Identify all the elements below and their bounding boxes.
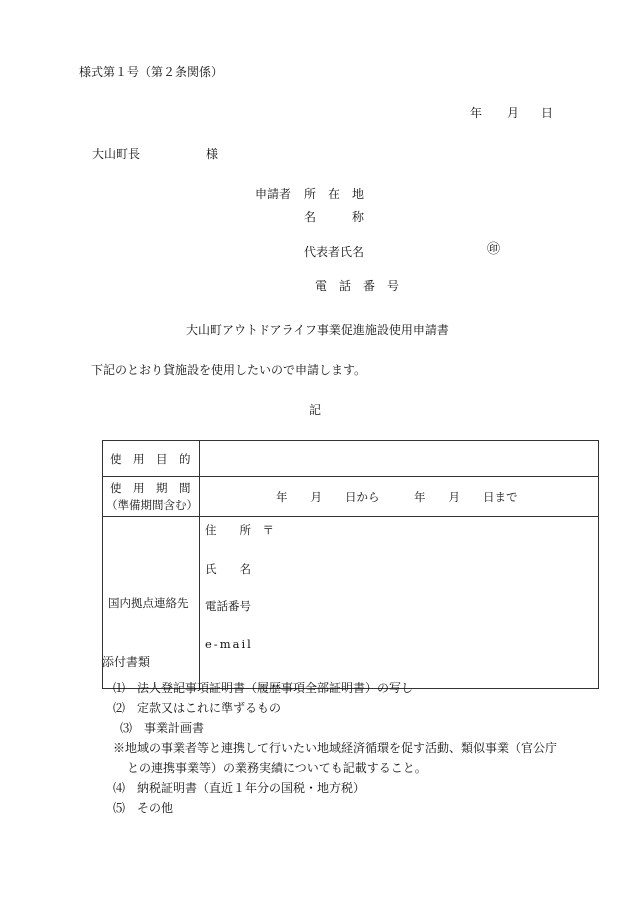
attachment-item-3: ⑶ 事業計画書 [120, 721, 205, 735]
date-year: 年 [470, 106, 483, 120]
period-value[interactable]: 年 月 日から 年 月 日まで [200, 477, 599, 517]
attachment-item-4: ⑷ 納税証明書（直近１年分の国税・地方税） [113, 781, 366, 795]
applicant-rep-label: 代表者氏名 [304, 245, 365, 259]
attachment-item-5: ⑸ その他 [113, 801, 174, 815]
period-label-2: （準備期間含む） [106, 497, 198, 512]
contact-email: e‐mail [205, 637, 253, 651]
application-table [102, 440, 599, 689]
attachment-item-2: ⑵ 定款又はこれに準ずるもの [113, 701, 282, 715]
period-label-1: 使 用 期 間 [110, 480, 191, 495]
applicant-label: 申請者 [255, 187, 292, 201]
applicant-phone-label: 電 話 番 号 [315, 279, 400, 293]
period-row [103, 477, 599, 517]
attachment-note-2: との連携事業等）の業務実績についても記載すること。 [127, 761, 427, 775]
document-title: 大山町アウトドアライフ事業促進施設使用申請書 [186, 323, 449, 337]
purpose-value-cell[interactable] [200, 441, 599, 477]
contact-name: 氏 名 [205, 562, 251, 576]
applicant-name-label: 名 称 [304, 210, 365, 224]
attachment-item-1: ⑴ 法人登記事項証明書（履歴事項全部証明書）の写し [113, 681, 414, 695]
recipient-honorific: 様 [206, 147, 219, 161]
intro-text: 下記のとおり貸施設を使用したいので申請します。 [91, 363, 367, 377]
attachment-note-1: ※地域の事業者等と連携して行いたい地域経済循環を促す活動、類似事業（官公庁 [113, 741, 558, 755]
purpose-label-cell [103, 441, 200, 477]
contact-row [103, 517, 599, 689]
seal-mark: ㊞ [487, 242, 501, 257]
ki-label: 記 [309, 403, 322, 417]
contact-value-cell[interactable] [200, 517, 599, 689]
period-label-cell [103, 477, 200, 517]
purpose-label: 使 用 目 的 [110, 451, 191, 466]
date-day: 日 [541, 106, 554, 120]
recipient-town-head: 大山町長 [92, 147, 141, 161]
date-month: 月 [507, 106, 520, 120]
applicant-address-label: 所 在 地 [304, 187, 365, 201]
contact-label: 国内拠点連絡先 [108, 595, 189, 610]
contact-address: 住 所 〒 [205, 523, 274, 537]
form-number: 様式第１号（第２条関係） [79, 65, 224, 79]
attachments-heading: 添付書類 [102, 655, 151, 669]
purpose-row [103, 441, 599, 477]
contact-phone: 電話番号 [205, 599, 251, 613]
